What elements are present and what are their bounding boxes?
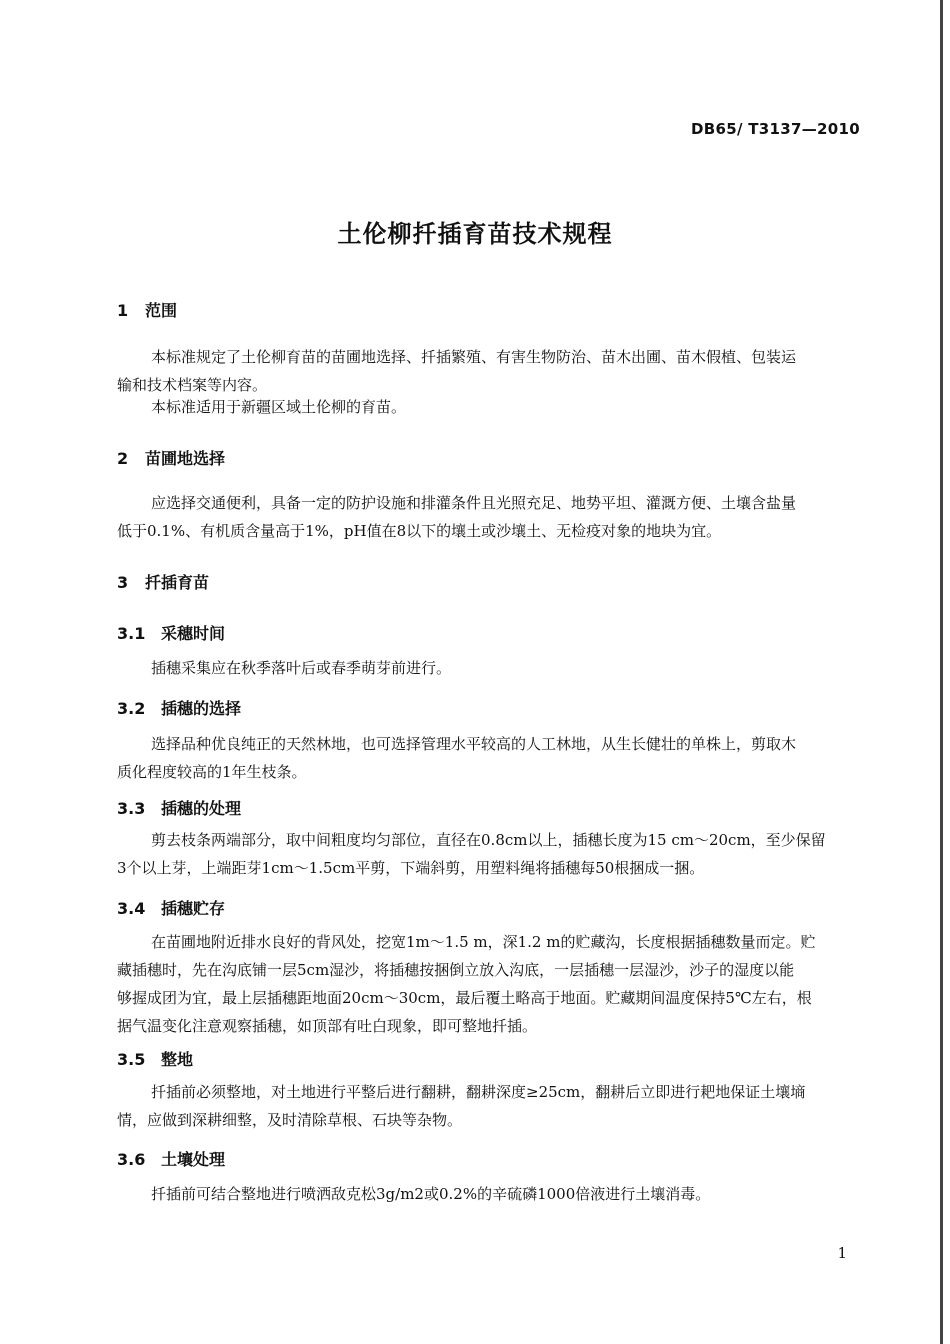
section-2-paragraph-1 xyxy=(117,489,869,545)
section-3-6-paragraph xyxy=(117,1180,869,1208)
text-line: 扦插前必须整地，对土地进行平整后进行翻耕，翻耕深度≥25cm，翻耕后立即进行耙地保证土壤墒 xyxy=(151,1083,806,1101)
section-title: 扦插育苗 xyxy=(145,573,210,592)
page-number: 1 xyxy=(837,1244,847,1262)
text-line: 质化程度较高的1年生枝条。 xyxy=(117,763,307,781)
section-2-heading xyxy=(117,446,225,469)
section-3-6-heading xyxy=(117,1147,225,1170)
text-line: 在苗圃地附近排水良好的背风处，挖宽1m～1.5 m，深1.2 m的贮藏沟，长度根据插穗数量而定。贮 xyxy=(151,933,816,951)
section-title: 范围 xyxy=(145,301,178,320)
section-number: 3 xyxy=(117,573,129,592)
section-3-3-paragraph xyxy=(117,826,869,882)
section-number: 3.3 xyxy=(117,799,146,818)
section-title: 插穗的选择 xyxy=(161,699,242,718)
section-3-2-paragraph xyxy=(117,730,869,786)
text-line: 选择品种优良纯正的天然林地，也可选择管理水平较高的人工林地，从生长健壮的单株上，剪取木 xyxy=(151,735,797,753)
section-title: 整地 xyxy=(161,1050,194,1069)
text-line: 本标准适用于新疆区域土伦柳的育苗。 xyxy=(151,398,407,416)
section-3-5-heading xyxy=(117,1047,193,1070)
section-title: 苗圃地选择 xyxy=(145,449,226,468)
document-title: 土伦柳扦插育苗技术规程 xyxy=(337,220,613,248)
section-number: 3.1 xyxy=(117,624,146,643)
section-number: 2 xyxy=(117,449,129,468)
section-number: 3.5 xyxy=(117,1050,146,1069)
section-number: 3.2 xyxy=(117,699,146,718)
text-line: 3个以上芽，上端距芽1cm～1.5cm平剪，下端斜剪，用塑料绳将插穗每50根捆成一捆。 xyxy=(117,859,705,877)
section-3-3-heading xyxy=(117,796,241,819)
section-3-heading xyxy=(117,570,209,593)
section-title: 插穗的处理 xyxy=(161,799,242,818)
text-line: 输和技术档案等内容。 xyxy=(117,376,268,394)
section-number: 1 xyxy=(117,301,129,320)
text-line: 够握成团为宜，最上层插穗距地面20cm～30cm，最后覆土略高于地面。贮藏期间温度保持5℃左右，根 xyxy=(117,989,812,1007)
standard-code: DB65/ T3137—2010 xyxy=(691,120,860,138)
text-line: 低于0.1%、有机质含量高于1%，pH值在8以下的壤土或沙壤土、无检疫对象的地块为宜。 xyxy=(117,522,722,540)
section-1-paragraph-2 xyxy=(117,393,869,421)
section-3-4-heading xyxy=(117,896,225,919)
section-3-5-paragraph xyxy=(117,1078,869,1134)
text-line: 插穗采集应在秋季落叶后或春季萌芽前进行。 xyxy=(151,659,452,677)
text-line: 据气温变化注意观察插穗，如顶部有吐白现象，即可整地扦插。 xyxy=(117,1017,538,1035)
text-line: 扦插前可结合整地进行喷洒敌克松3g/m2或0.2%的辛硫磷1000倍液进行土壤消毒。 xyxy=(151,1185,711,1203)
text-line: 剪去枝条两端部分，取中间粗度均匀部位，直径在0.8cm以上，插穗长度为15 cm～20cm，至少保留 xyxy=(151,831,826,849)
section-3-4-paragraph xyxy=(117,928,869,1040)
text-line: 藏插穗时，先在沟底铺一层5cm湿沙，将插穗按捆倒立放入沟底，一层插穗一层湿沙，沙子的湿度以能 xyxy=(117,961,795,979)
page-edge-shadow xyxy=(940,0,943,1344)
section-title: 插穗贮存 xyxy=(161,899,226,918)
section-title: 采穗时间 xyxy=(161,624,226,643)
text-line: 情，应做到深耕细整，及时清除草根、石块等杂物。 xyxy=(117,1111,463,1129)
section-number: 3.4 xyxy=(117,899,146,918)
text-line: 应选择交通便利，具备一定的防护设施和排灌条件且光照充足、地势平坦、灌溉方便、土壤含盐量 xyxy=(151,494,797,512)
section-1-heading xyxy=(117,298,177,321)
section-3-1-paragraph xyxy=(117,654,869,682)
section-3-1-heading xyxy=(117,621,225,644)
text-line: 本标准规定了土伦柳育苗的苗圃地选择、扦插繁殖、有害生物防治、苗木出圃、苗木假植、包装运 xyxy=(151,348,797,366)
section-number: 3.6 xyxy=(117,1150,146,1169)
section-1-paragraph-1 xyxy=(117,343,869,399)
section-title: 土壤处理 xyxy=(161,1150,226,1169)
section-3-2-heading xyxy=(117,696,241,719)
